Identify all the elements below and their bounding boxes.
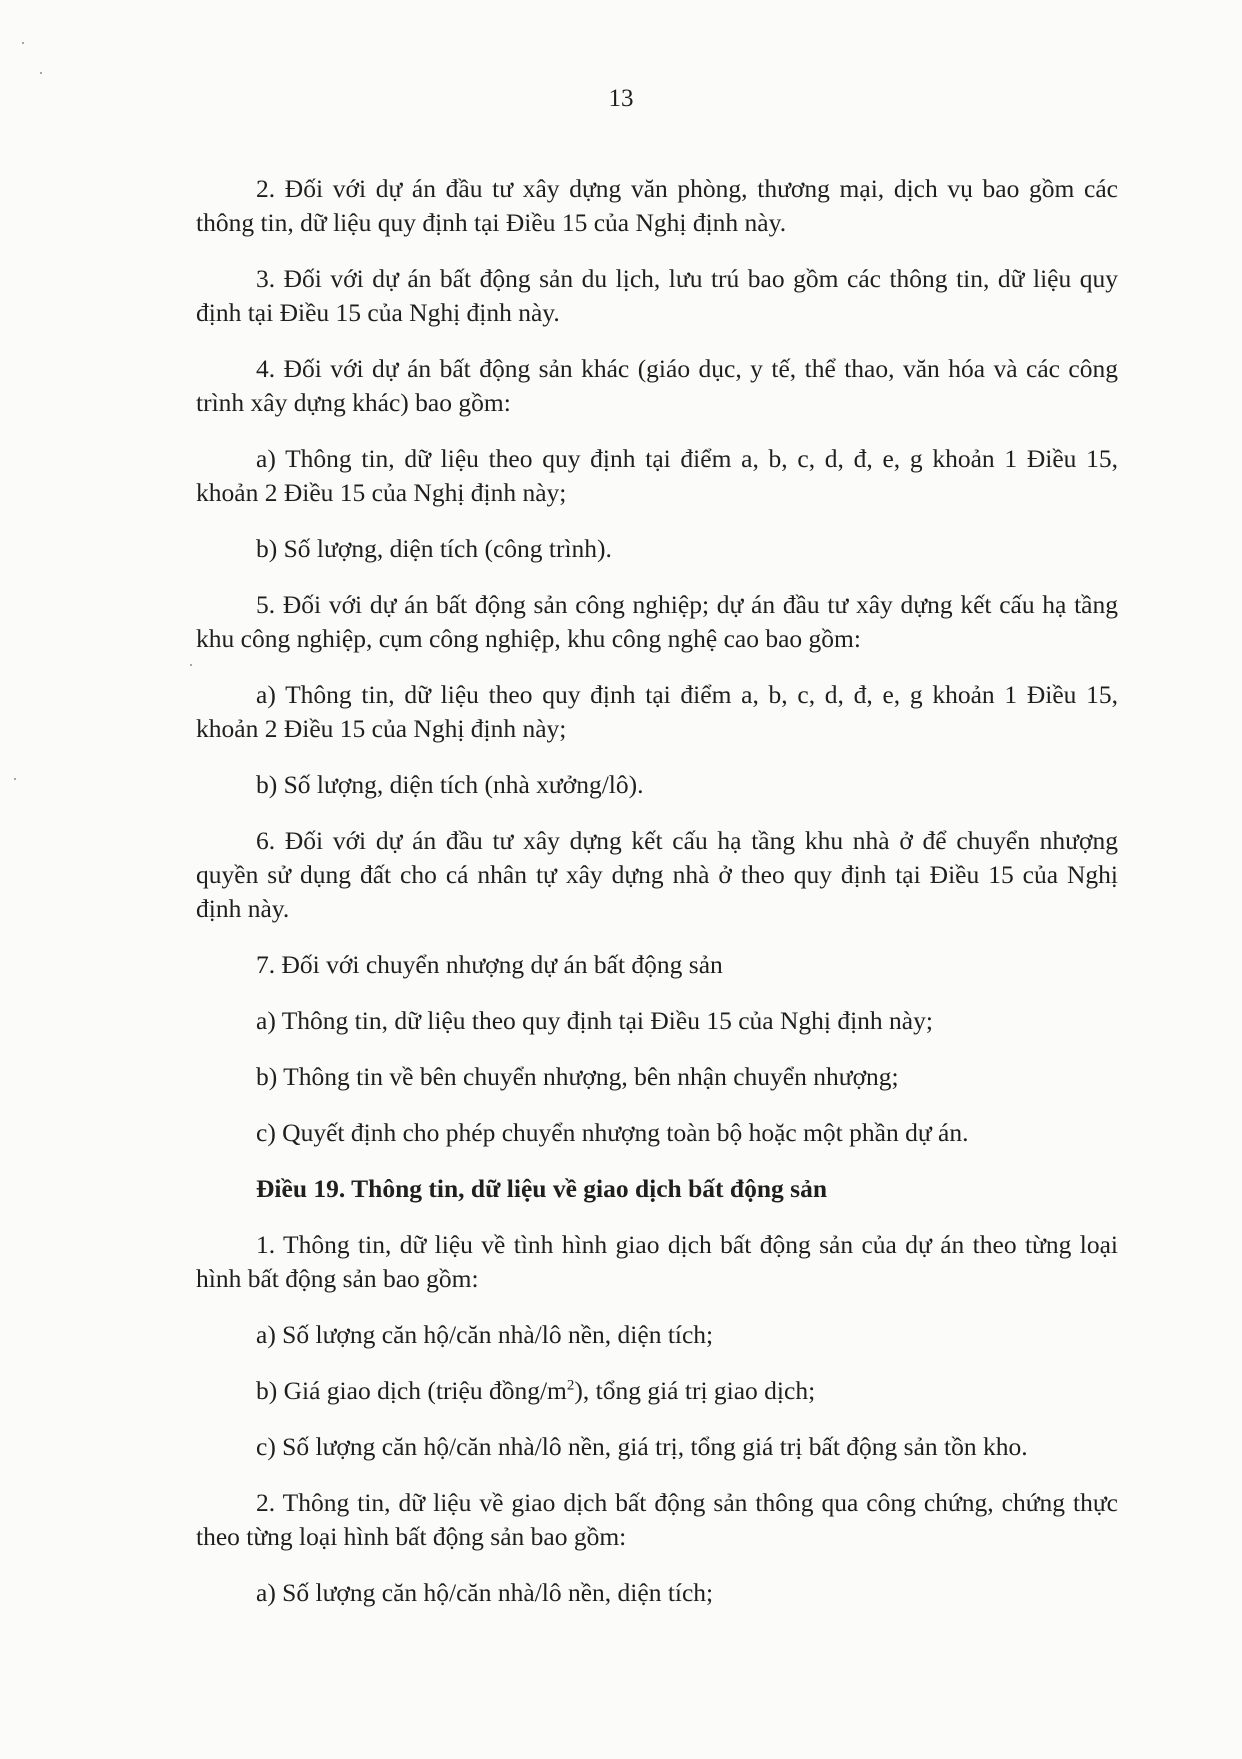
document-body: [196, 172, 1118, 1632]
point-b-text-before: b) Giá giao dịch (triệu đồng/m: [256, 1376, 567, 1405]
paragraph-article18-clause3: 3. Đối với dự án bất động sản du lịch, lưu trú bao gồm các thông tin, dữ liệu quy định tại Điều 15 của Nghị định này.: [196, 264, 1118, 327]
paragraph-article19-clause1-point-b: [196, 1374, 1118, 1408]
point-b-text-after: ), tổng giá trị giao dịch;: [574, 1376, 816, 1405]
paragraph-clause7-point-b: b) Thông tin về bên chuyển nhượng, bên nhận chuyển nhượng;: [256, 1062, 899, 1091]
paragraph-clause4-point-b: b) Số lượng, diện tích (công trình).: [256, 534, 612, 563]
paragraph-article19-clause1-point-a: a) Số lượng căn hộ/căn nhà/lô nền, diện tích;: [256, 1320, 714, 1349]
paragraph-article18-clause5: 5. Đối với dự án bất động sản công nghiệp; dự án đầu tư xây dựng kết cấu hạ tầng khu công nghiệp, cụm công nghiệp, khu công nghệ cao bao gồm:: [196, 590, 1118, 653]
paragraph-article18-clause4: 4. Đối với dự án bất động sản khác (giáo dục, y tế, thể thao, văn hóa và các công trình xây dựng khác) bao gồm:: [196, 354, 1118, 417]
paragraph-clause5-point-a: a) Thông tin, dữ liệu theo quy định tại điểm a, b, c, d, đ, e, g khoản 1 Điều 15, khoản 2 Điều 15 của Nghị định này;: [196, 680, 1118, 743]
page-number: 13: [608, 85, 634, 112]
scan-speck: [40, 72, 42, 74]
paragraph-article19-clause2-point-a: a) Số lượng căn hộ/căn nhà/lô nền, diện tích;: [256, 1578, 714, 1607]
paragraph-article19-clause1: 1. Thông tin, dữ liệu về tình hình giao dịch bất động sản của dự án theo từng loại hình bất động sản bao gồm:: [196, 1230, 1118, 1293]
paragraph-article19-clause1-point-c: c) Số lượng căn hộ/căn nhà/lô nền, giá trị, tổng giá trị bất động sản tồn kho.: [256, 1432, 1028, 1461]
scan-speck: [14, 778, 16, 780]
article-19-heading: Điều 19. Thông tin, dữ liệu về giao dịch bất động sản: [256, 1174, 828, 1203]
paragraph-clause5-point-b: b) Số lượng, diện tích (nhà xưởng/lô).: [256, 770, 644, 799]
paragraph-article19-clause2: 2. Thông tin, dữ liệu về giao dịch bất động sản thông qua công chứng, chứng thực theo từng loại hình bất động sản bao gồm:: [196, 1488, 1118, 1551]
paragraph-clause7-point-c: c) Quyết định cho phép chuyển nhượng toàn bộ hoặc một phần dự án.: [256, 1118, 969, 1147]
paragraph-article18-clause7: 7. Đối với chuyển nhượng dự án bất động sản: [256, 950, 723, 979]
scan-speck: [190, 664, 192, 666]
paragraph-article18-clause6: 6. Đối với dự án đầu tư xây dựng kết cấu hạ tầng khu nhà ở để chuyển nhượng quyền sử dụng đất cho cá nhân tự xây dựng nhà ở theo quy định tại Điều 15 của Nghị định này.: [196, 826, 1118, 923]
paragraph-article18-clause2: 2. Đối với dự án đầu tư xây dựng văn phòng, thương mại, dịch vụ bao gồm các thông tin, dữ liệu quy định tại Điều 15 của Nghị định này.: [196, 174, 1118, 237]
superscript-2: 2: [566, 1377, 575, 1394]
paragraph-clause7-point-a: a) Thông tin, dữ liệu theo quy định tại Điều 15 của Nghị định này;: [256, 1006, 933, 1035]
scan-speck: [22, 42, 24, 44]
paragraph-clause4-point-a: a) Thông tin, dữ liệu theo quy định tại điểm a, b, c, d, đ, e, g khoản 1 Điều 15, khoản 2 Điều 15 của Nghị định này;: [196, 444, 1118, 507]
